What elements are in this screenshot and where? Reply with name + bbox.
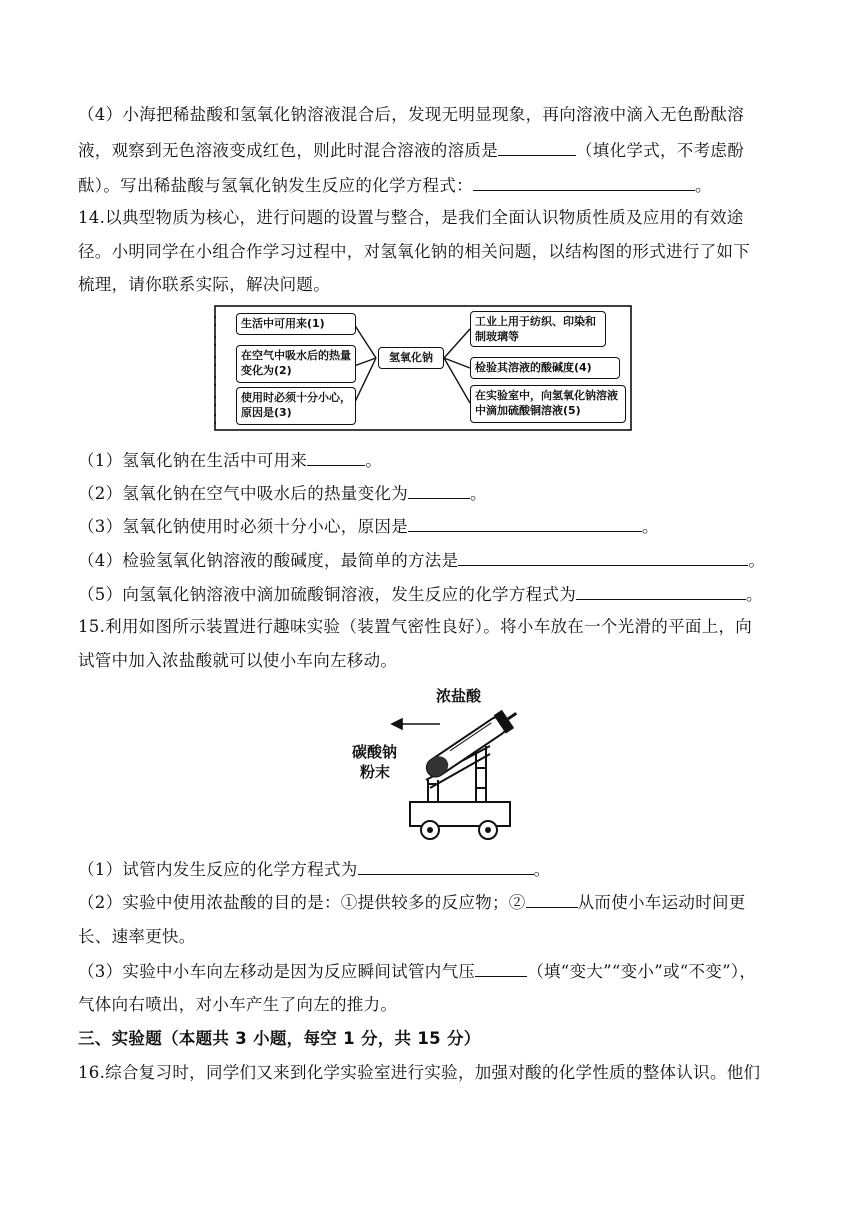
q15-part1 <box>78 858 550 881</box>
answer-blank[interactable] <box>576 583 746 600</box>
map-box-center-naoh: 氢氧化钠 <box>378 347 444 369</box>
q14-part1 <box>78 449 382 472</box>
q13-part4-line3-end: 。 <box>694 176 712 195</box>
q14-part2-end: 。 <box>470 484 487 503</box>
map-box-daily-use: 生活中可用来(1) <box>236 313 356 335</box>
q13-part4-line3-text: 酞）。写出稀盐酸与氢氧化钠发生反应的化学方程式： <box>78 176 473 195</box>
answer-blank[interactable] <box>473 174 695 191</box>
q14-part3-text: （3）氢氧化钠使用时必须十分小心，原因是 <box>78 517 408 536</box>
q15-part3-line2: 气体向右喷出，对小车产生了向左的推力。 <box>78 995 398 1014</box>
answer-blank[interactable] <box>458 549 748 566</box>
q15-intro-line1: 15.利用如图所示装置进行趣味实验（装置气密性良好）。将小车放在一个光滑的平面上，向 <box>78 617 753 636</box>
q15-part1-end: 。 <box>533 860 551 879</box>
map-box-ph-test: 检验其溶液的酸碱度(4) <box>470 357 620 379</box>
q15-part3-line1 <box>78 960 756 983</box>
q14-part4-end: 。 <box>748 551 766 570</box>
q15-part1-text: （1）试管内发生反应的化学方程式为 <box>78 860 358 879</box>
q14-intro-line3: 梳理，请你联系实际，解决问题。 <box>78 275 330 294</box>
answer-blank[interactable] <box>358 858 534 875</box>
answer-blank[interactable] <box>498 139 576 156</box>
answer-blank[interactable] <box>307 449 365 466</box>
q13-part4-line1: （4）小海把稀盐酸和氢氧化钠溶液混合后，发现无明显现象，再向溶液中滴入无色酚酞溶 <box>78 105 744 124</box>
answer-blank[interactable] <box>408 482 470 499</box>
map-box-cuso4: 在实验室中，向氢氧化钠溶液中滴加硫酸铜溶液(5) <box>470 385 626 423</box>
naoh-concept-map <box>214 305 632 431</box>
label-powder: 粉末 <box>360 763 391 781</box>
q14-part5-end: 。 <box>746 585 763 604</box>
q15-part3-tail: （填“变大”“变小”或“不变”）， <box>527 962 757 981</box>
q15-part2-tail: 从而使小车运动时间更 <box>577 893 746 912</box>
q14-part3 <box>78 515 659 538</box>
q14-part2 <box>78 482 487 505</box>
q13-part4-line2 <box>78 139 744 162</box>
q13-part4-line2-tail: （填化学式，不考虑酚 <box>576 141 744 160</box>
q15-part2-text: （2）实验中使用浓盐酸的目的是：①提供较多的反应物；② <box>78 893 526 912</box>
q15-part3-text: （3）实验中小车向左移动是因为反应瞬间试管内气压 <box>78 962 476 981</box>
q14-part1-text: （1）氢氧化钠在生活中可用来 <box>78 451 308 470</box>
answer-blank[interactable] <box>526 891 578 908</box>
toy-car-experiment-figure <box>340 684 520 844</box>
q14-intro-line1: 14.以典型物质为核心，进行问题的设置与整合，是我们全面认识物质性质及应用的有效途 <box>78 208 744 227</box>
q16-intro-line1: 16.综合复习时，同学们又来到化学实验室进行实验，加强对酸的化学性质的整体认识。他们 <box>78 1063 761 1082</box>
q15-part2-line2: 长、速率更快。 <box>78 927 196 946</box>
section-heading: 三、实验题（本题共 3 小题，每空 1 分，共 15 分） <box>78 1029 481 1048</box>
q14-part4-text: （4）检验氢氧化钠溶液的酸碱度，最简单的方法是 <box>78 551 459 570</box>
toy-car-icon <box>340 684 520 844</box>
q14-part5 <box>78 583 763 606</box>
map-box-industry: 工业上用于纺织、印染和制玻璃等 <box>470 311 606 347</box>
q14-part5-text: （5）向氢氧化钠溶液中滴加硫酸铜溶液，发生反应的化学方程式为 <box>78 585 576 604</box>
answer-blank[interactable] <box>475 960 527 977</box>
q14-part2-text: （2）氢氧化钠在空气中吸水后的热量变化为 <box>78 484 408 503</box>
q15-intro-line2: 试管中加入浓盐酸就可以使小车向左移动。 <box>78 651 398 670</box>
label-conc-hcl: 浓盐酸 <box>436 687 482 705</box>
q13-part4-line2-text: 液，观察到无色溶液变成红色，则此时混合溶液的溶质是 <box>78 141 498 160</box>
q15-part2-line1 <box>78 891 746 914</box>
map-box-heat-change: 在空气中吸水后的热量变化为(2) <box>236 345 356 383</box>
q14-part4 <box>78 549 765 572</box>
q14-intro-line2: 径。小明同学在小组合作学习过程中，对氢氧化钠的相关问题，以结构图的形式进行了如下 <box>78 242 750 261</box>
answer-blank[interactable] <box>408 515 642 532</box>
q14-part1-end: 。 <box>365 451 383 470</box>
label-na2co3: 碳酸钠 <box>352 743 398 761</box>
map-box-caution: 使用时必须十分小心，原因是(3) <box>236 387 356 425</box>
q13-part4-line3 <box>78 174 712 197</box>
q14-part3-end: 。 <box>642 517 659 536</box>
